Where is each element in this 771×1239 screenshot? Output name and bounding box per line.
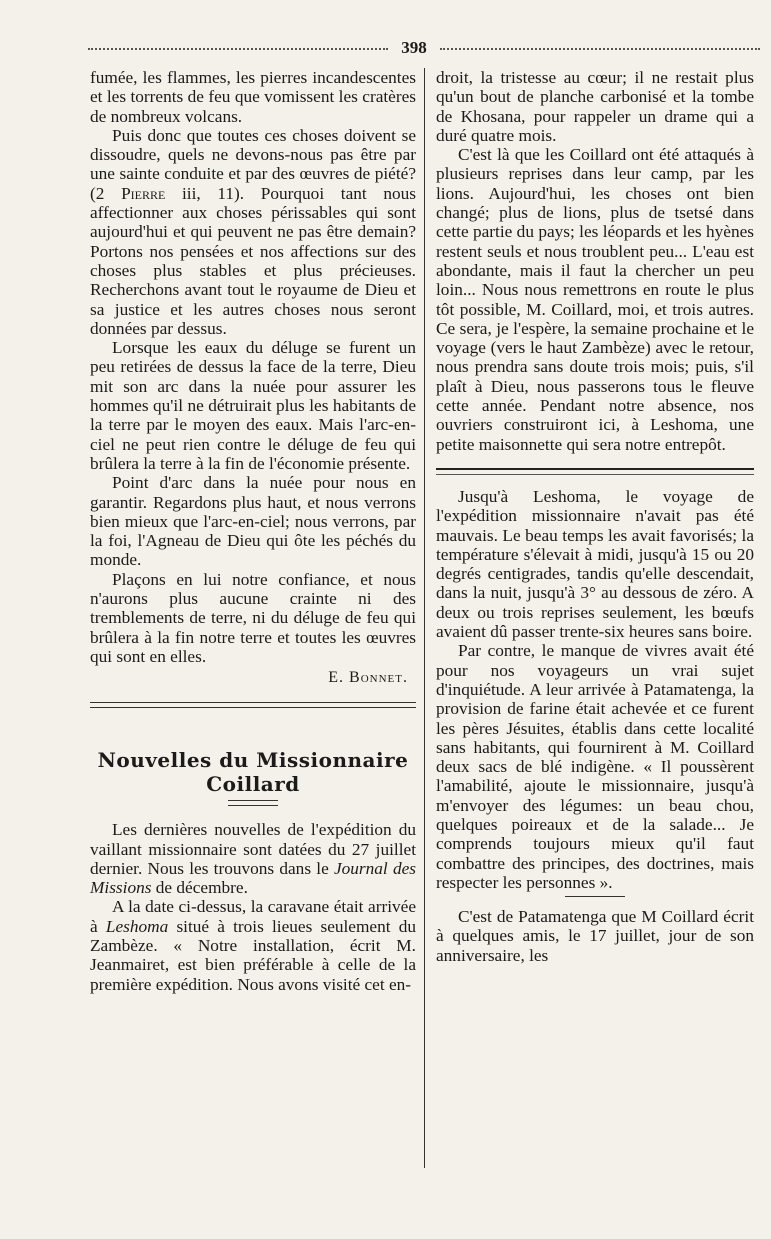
place-name: Leshoma <box>105 916 169 936</box>
text-run: de décembre. <box>151 878 248 898</box>
paragraph <box>90 126 416 338</box>
paragraph: Jusqu'à Leshoma, le voyage de l'expédition missionnaire n'avait pas été mauvais. Le beau temps les avait favorisés; la température s'élevait à midi, jusqu'à 15 ou 20 degrés centigrades, tandis qu'elle descendait, dans la nuit, jusqu'à 3° au dessous de zéro. A deux ou trois reprises seulement, les bœufs avaient dû passer trente-six heures sans boire. <box>436 486 754 642</box>
header-rule-left <box>88 48 388 50</box>
text-run: iii, 11). Pourquoi tant nous affectionner aux choses périssables qui sont aujourd'hui et qui peuvent ne pas être demain? Portons nos pensées et nos affections sur des choses plus stables et plus précieuses. Recherchons avant tout le royaume de Dieu et sa justice et les autres choses nous seront données par dessus. <box>90 183 416 338</box>
text-run: Les dernières nouvelles de l'expédition du vaillant missionnaire sont datées du 27 juillet dernier. Nous les trouvons dans le <box>90 820 416 878</box>
author-signature: E. Bonnet. <box>328 669 408 687</box>
title-ornament <box>228 800 278 806</box>
text-run: A la date ci-dessus, la caravane était arrivée à <box>90 897 416 936</box>
paragraph: Par contre, le manque de vivres avait été pour nos voyageurs un vrai sujet d'inquiétude. A leur arrivée à Patamatenga, la provision de farine était achevée et ce furent les pères Jésuites, établis dans cette localité sans habitants, qui fournirent à M. Coillard deux sacs de blé indigène. « Il poussèrent l'amabilité, ajoute le missionnaire, jusqu'à m'envoyer des légumes: un beau chou, quelques poireaux et de la salade... Je comprends toujours mieux qu'il faut combattre des principes, des doctrines, mais respecter les personnes ». <box>436 641 754 892</box>
column-divider <box>424 68 425 1168</box>
section-divider <box>90 702 416 708</box>
right-column <box>436 68 754 965</box>
left-column <box>90 68 416 994</box>
page-number: 398 <box>401 38 427 57</box>
paragraph: C'est de Patamatenga que M Coillard écrit à quelques amis, le 17 juillet, jour de son anniversaire, les <box>436 907 754 965</box>
article-title: Nouvelles du Missionnaire Coillard <box>97 748 409 797</box>
scripture-reference: Pierre <box>121 183 166 203</box>
page-header <box>88 38 760 58</box>
short-divider <box>565 896 625 897</box>
paragraph <box>90 820 416 897</box>
paragraph: Point d'arc dans la nuée pour nous en garantir. Regardons plus haut, et nous verrons bien mieux que l'arc-en-ciel; nous verrons, par la foi, l'Agneau de Dieu qui ôte les péchés du monde. <box>90 473 416 570</box>
section-divider <box>436 468 754 475</box>
paragraph: Lorsque les eaux du déluge se furent un peu retirées de dessus la face de la terre, Dieu mit son arc dans la nuée pour assurer les hommes qu'il ne détruirait plus les habitants de la terre par le moyen des eaux. Mais l'arc-en-ciel ne peut rien contre le déluge de feu qui brûlera la terre à la fin de l'économie présente. <box>90 338 416 473</box>
paragraph <box>90 897 416 993</box>
paragraph: C'est là que les Coillard ont été attaqués à plusieurs reprises dans leur camp, par les lions. Aujourd'hui, les choses ont bien changé; plus de lions, plus de tsetsé dans cette partie du pays; les léopards et les hyènes restent seuls et nous troublent peu... L'eau est abondante, mais il faut la chercher un peu loin... Nous nous remettrons en route le plus tôt possible, M. Coillard, moi, et trois autres. Ce sera, je l'espère, la semaine prochaine et le voyage (vers le haut Zambèze) avec le retour, nous prendra sans doute trois mois; puis, s'il plaît à Dieu, nous passerons tous le fleuve cette année. Pendant notre absence, nos ouvriers construiront ici, à Leshoma, une petite maisonnette qui sera notre entrepôt. <box>436 145 754 454</box>
text-run: Puis donc que toutes ces choses doivent se dissoudre, quels ne devons-nous pas être par une sainte conduite et par des œuvres de piété? (2 <box>90 125 416 203</box>
paragraph: Plaçons en lui notre confiance, et nous n'aurons plus aucune crainte ni des tremblements de terre, ni du déluge de feu qui brûlera à la fin notre terre et toutes les œuvres qui sont en elles. <box>90 569 416 666</box>
paragraph: droit, la tristesse au cœur; il ne restait plus qu'un bout de planche carbonisé et la tombe de Khosana, pour rappeler un drame qui a duré quatre mois. <box>436 68 754 145</box>
paragraph: fumée, les flammes, les pierres incandescentes et les torrents de feu que vomissent les cratères de nombreux volcans. <box>90 68 416 126</box>
text-run: situé à trois lieues seulement du Zambèze. « Notre installation, écrit M. Jeanmairet, est bien préférable à celle de la première expédition. Nous avons visité cet en- <box>90 916 416 994</box>
journal-name: Journal des Missions <box>90 858 416 898</box>
header-rule-right <box>440 48 760 50</box>
